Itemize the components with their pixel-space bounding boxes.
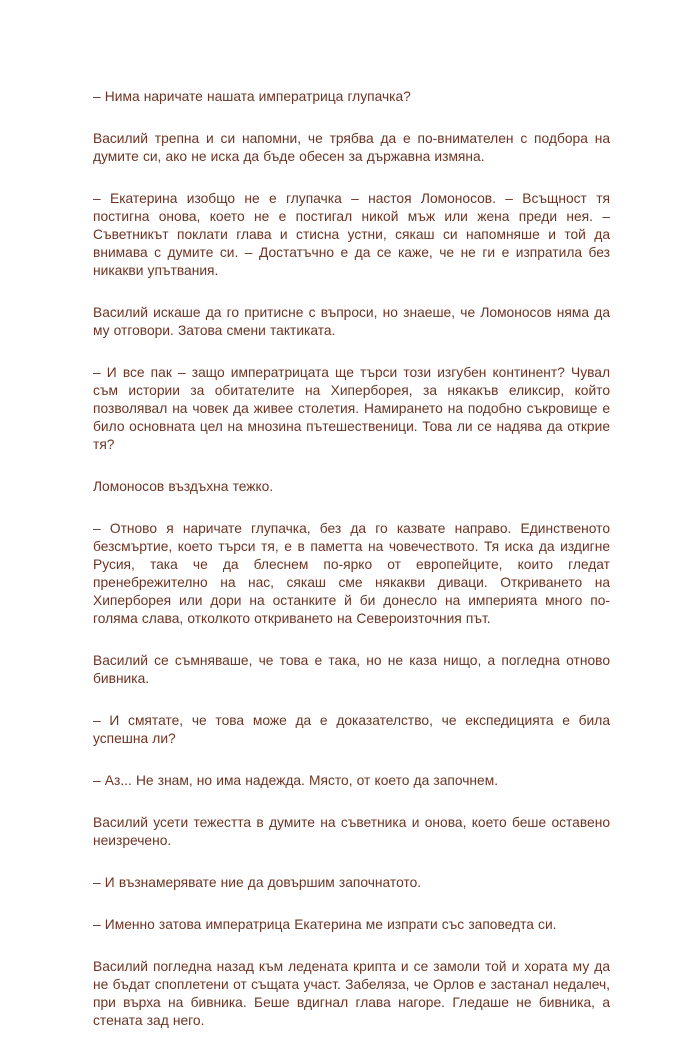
paragraph: Василий се съмняваше, че това е така, но не каза нищо, а погледна отново бивника. <box>93 653 610 686</box>
paragraph: – Аз... Не знам, но има надежда. Място, от което да започнем. <box>93 773 499 788</box>
paragraph: Василий усети тежестта в думите на съветника и онова, което беше оставено неизречено. <box>93 815 610 848</box>
paragraph: – И все пак – защо императрицата ще търси този изгубен континент? Чувал съм истории за обитателите на Хиперборея, за някакъв еликсир, който позволявал на човек да живее столетия. Намирането на подобно съкровище е било основната цел на мнозина пътешественици. Това ли се надява да открие тя? <box>93 365 610 452</box>
paragraph: Василий трепна и си напомни, че трябва да е по-внимателен с подбора на думите си, ако не иска да бъде обесен за държавна измяна. <box>93 131 610 164</box>
paragraph: Василий погледна назад към ледената крипта и се замоли той и хората му да не бъдат споплетени от същата участ. Забеляза, че Орлов е застанал недалеч, при върха на бивника. Беше вдигнал глава нагоре. Гледаше не бивника, а стената зад него. <box>93 959 610 1028</box>
paragraph: – Именно затова императрица Екатерина ме изпрати със заповедта си. <box>93 917 557 932</box>
paragraph: – И смятате, че това може да е доказателство, че експедицията е била успешна ли? <box>93 713 610 746</box>
document-body <box>93 88 610 1054</box>
paragraph: – Нима наричате нашата императрица глупачка? <box>93 89 411 104</box>
paragraph: Василий искаше да го притисне с въпроси, но знаеше, че Ломоносов няма да му отговори. Затова смени тактиката. <box>93 305 610 338</box>
paragraph: – И възнамерявате ние да довършим започнатото. <box>93 875 422 890</box>
paragraph: – Отново я наричате глупачка, без да го казвате направо. Единственото безсмъртие, което търси тя, е в паметта на човечеството. Тя иска да издигне Русия, така че да блеснем по-ярко от европейците, които гледат пренебрежително на нас, сякаш сме някакви диваци. Откриването на Хиперборея или дори на останките й би донесло на империята много по-голяма слава, отколкото откриването на Североизточния път. <box>93 521 610 626</box>
paragraph: – Екатерина изобщо не е глупачка – настоя Ломоносов. – Всъщност тя постигна онова, което не е постигал никой мъж или жена преди нея. – Съветникът поклати глава и стисна устни, сякаш си напомняше и той да внимава с думите си. – Достатъчно е да се каже, че не ги е изпратила без никакви упътвания. <box>93 191 610 278</box>
paragraph: Ломоносов въздъхна тежко. <box>93 479 274 494</box>
